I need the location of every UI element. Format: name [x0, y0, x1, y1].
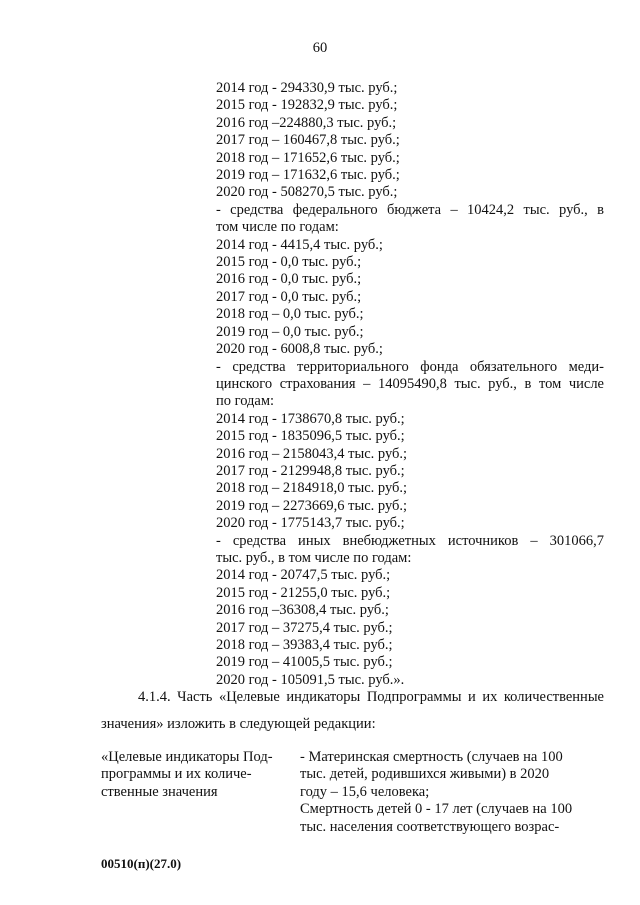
list-line: 2017 год – 37275,4 тыс. руб.;	[216, 619, 393, 636]
list-line: 2014 год - 1738670,8 тыс. руб.;	[216, 410, 405, 427]
list-line: 2015 год - 21255,0 тыс. руб.;	[216, 584, 391, 601]
table-left-cell	[101, 749, 291, 801]
section-continuation	[101, 716, 604, 733]
table-left-line: ственные значения	[101, 783, 218, 800]
footer-code: 00510(п)(27.0)	[101, 856, 182, 871]
funding-list	[216, 80, 604, 689]
section-heading-text: 4.1.4. Часть «Целевые индикаторы Подпрограммы и их количественные	[138, 689, 604, 705]
list-line: 2016 год – 2158043,4 тыс. руб.;	[216, 445, 408, 462]
list-line: 2020 год - 508270,5 тыс. руб.;	[216, 184, 398, 201]
list-line: 2016 год –36308,4 тыс. руб.;	[216, 602, 389, 619]
list-line: 2019 год – 0,0 тыс. руб.;	[216, 323, 364, 340]
section-continuation-text: значения» изложить в следующей редакции:	[101, 716, 376, 732]
table-right-line: тыс. детей, родившихся живыми) в 2020	[300, 766, 550, 783]
list-line: - средства иных внебюджетных источников – 301066,7	[216, 532, 604, 549]
table-left-line: программы и их количе-	[101, 766, 252, 783]
list-line: 2018 год – 0,0 тыс. руб.;	[216, 306, 364, 323]
table-right-line: тыс. населения соответствующего возрас-	[300, 818, 560, 835]
list-line: 2017 год - 2129948,8 тыс. руб.;	[216, 462, 405, 479]
list-line: 2015 год - 0,0 тыс. руб.;	[216, 254, 362, 271]
list-line: 2017 год – 160467,8 тыс. руб.;	[216, 132, 400, 149]
list-line: тыс. руб., в том числе по годам:	[216, 549, 412, 566]
table-right-cell	[300, 749, 600, 836]
list-line: 2020 год - 6008,8 тыс. руб.;	[216, 341, 383, 358]
list-line: по годам:	[216, 393, 275, 410]
table-right-line: году – 15,6 человека;	[300, 783, 430, 800]
list-line: 2015 год - 192832,9 тыс. руб.;	[216, 97, 398, 114]
list-line: 2015 год - 1835096,5 тыс. руб.;	[216, 428, 405, 445]
list-line: 2014 год - 294330,9 тыс. руб.;	[216, 80, 398, 96]
table-right-line: - Материнская смертность (случаев на 100	[300, 749, 563, 765]
list-line: 2020 год - 105091,5 тыс. руб.».	[216, 671, 405, 688]
list-line: 2016 год - 0,0 тыс. руб.;	[216, 271, 362, 288]
list-line: 2019 год – 41005,5 тыс. руб.;	[216, 654, 393, 671]
table-left-line: «Целевые индикаторы Под-	[101, 749, 273, 765]
list-line: 2017 год - 0,0 тыс. руб.;	[216, 288, 362, 305]
list-line: том числе по годам:	[216, 219, 339, 236]
list-line: 2014 год - 20747,5 тыс. руб.;	[216, 567, 391, 584]
list-line: 2016 год –224880,3 тыс. руб.;	[216, 114, 397, 131]
list-line: 2018 год – 2184918,0 тыс. руб.;	[216, 480, 408, 497]
table-right-line: Смертность детей 0 - 17 лет (случаев на 100	[300, 801, 573, 818]
list-line: 2018 год – 39383,4 тыс. руб.;	[216, 637, 393, 653]
list-line: 2018 год – 171652,6 тыс. руб.;	[216, 149, 400, 166]
list-line: 2014 год - 4415,4 тыс. руб.;	[216, 236, 383, 253]
list-line: - средства федерального бюджета – 10424,2 тыс. руб., в	[216, 201, 604, 218]
list-line: 2020 год - 1775143,7 тыс. руб.;	[216, 515, 405, 532]
list-line: - средства территориального фонда обязательного меди-	[216, 358, 604, 375]
section-heading	[101, 689, 604, 706]
list-line: 2019 год – 171632,6 тыс. руб.;	[216, 167, 400, 184]
page-number: 60	[312, 40, 328, 56]
list-line: 2019 год – 2273669,6 тыс. руб.;	[216, 497, 408, 514]
list-line: цинского страхования – 14095490,8 тыс. руб., в том числе	[216, 375, 604, 392]
